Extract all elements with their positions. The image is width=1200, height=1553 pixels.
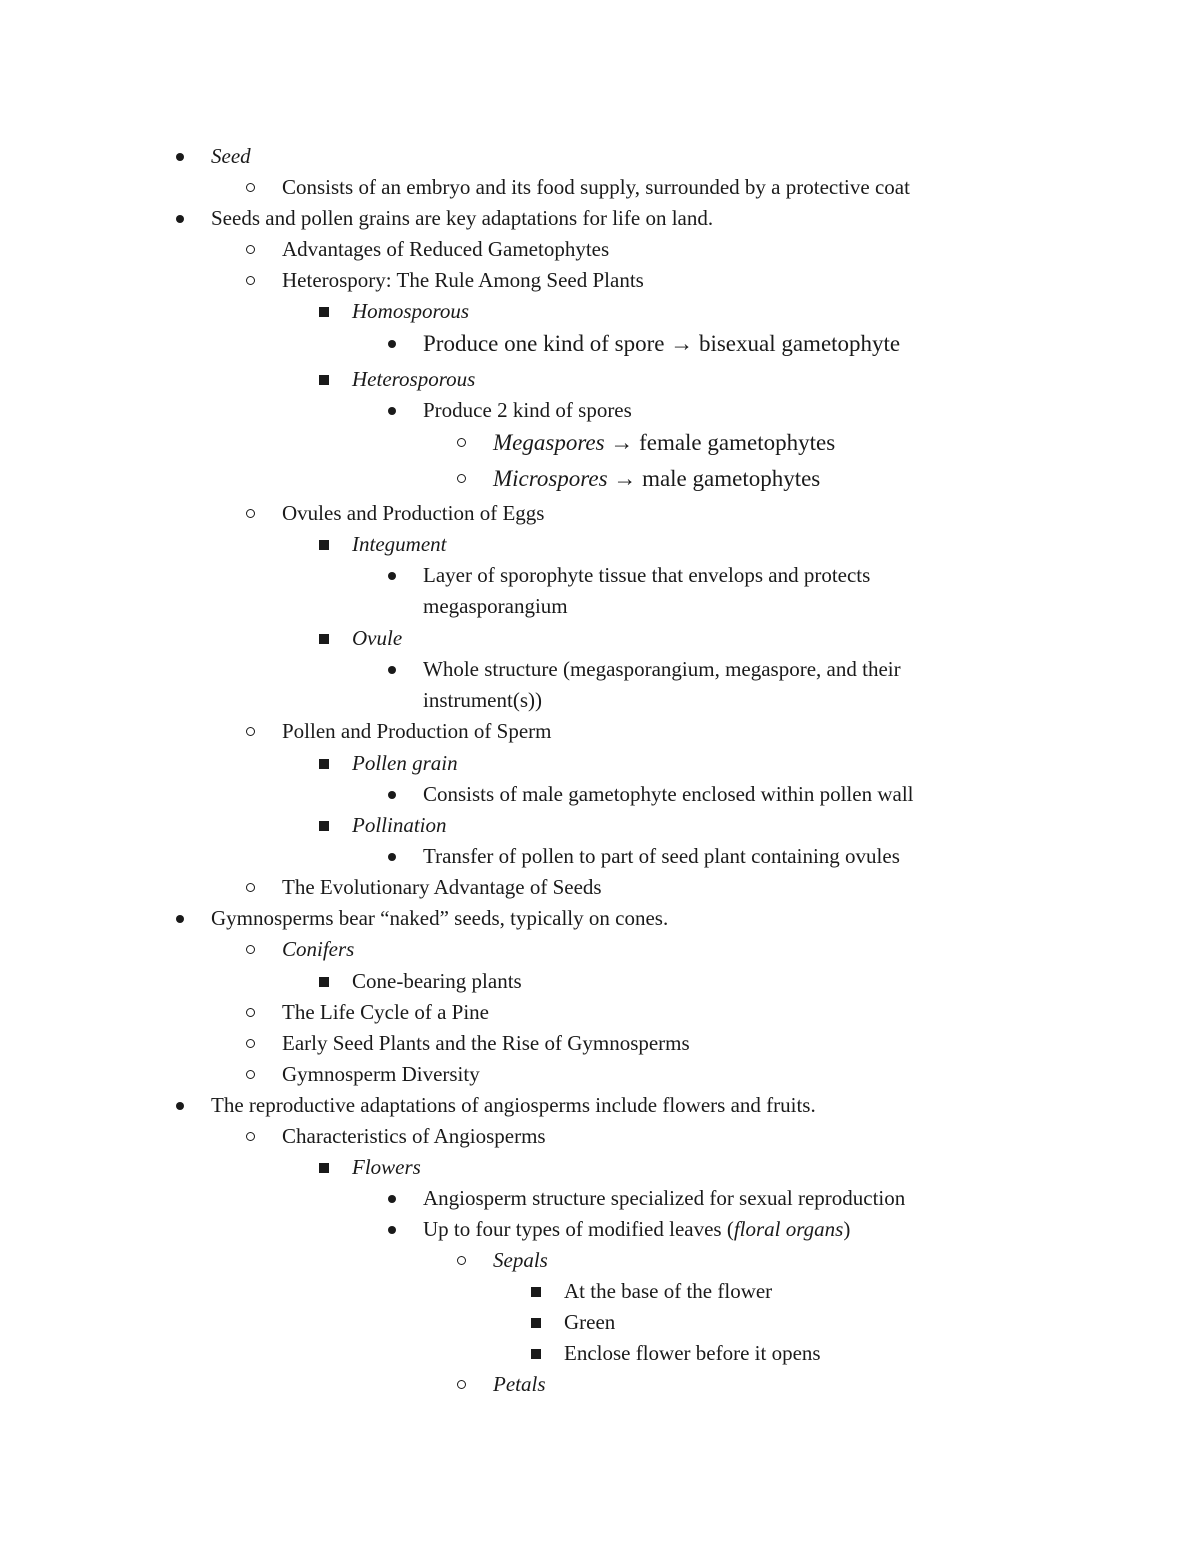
term-italic: Sepals <box>493 1248 548 1272</box>
circle-bullet-icon <box>246 1008 255 1017</box>
outline-item <box>0 997 1200 1028</box>
item-text <box>282 1028 690 1059</box>
outline-item <box>0 364 1200 395</box>
text: At the base of the flower <box>564 1279 773 1303</box>
item-text <box>564 1338 821 1369</box>
outline-item <box>0 427 1200 458</box>
dot-bullet-icon <box>176 215 184 223</box>
item-text <box>564 1307 615 1338</box>
square-bullet-icon <box>319 375 329 385</box>
item-text <box>282 872 602 903</box>
item-text <box>352 623 402 654</box>
outline-item <box>0 172 1200 203</box>
item-text <box>282 498 544 529</box>
item-text <box>352 529 446 560</box>
dot-bullet-icon <box>388 572 396 580</box>
outline-item <box>0 872 1200 903</box>
term-definition: → male gametophytes <box>607 466 821 491</box>
outline-item <box>0 1369 1200 1400</box>
term-italic: Microspores <box>493 466 608 491</box>
text: The reproductive adaptations of angiosperms include flowers and fruits. <box>211 1093 816 1117</box>
text: megasporangium <box>423 594 568 618</box>
term-italic: Heterosporous <box>352 367 476 391</box>
item-text <box>493 463 820 494</box>
text: Characteristics of Angiosperms <box>282 1124 546 1148</box>
text: Seeds and pollen grains are key adaptations for life on land. <box>211 206 714 230</box>
outline-item <box>0 1214 1200 1245</box>
item-text <box>282 997 489 1028</box>
circle-bullet-icon <box>457 1256 466 1265</box>
dot-bullet-icon <box>388 1195 396 1203</box>
outline-item <box>0 498 1200 529</box>
item-text <box>211 903 668 934</box>
outline-item <box>0 591 1200 622</box>
outline-item <box>0 328 1200 359</box>
item-text <box>493 427 835 458</box>
outline-item <box>0 934 1200 965</box>
circle-bullet-icon <box>246 1132 255 1141</box>
item-text <box>282 1121 546 1152</box>
text: Layer of sporophyte tissue that envelops and protects <box>423 563 871 587</box>
square-bullet-icon <box>531 1287 541 1297</box>
item-text <box>423 841 900 872</box>
outline-item <box>0 903 1200 934</box>
outline-item <box>0 529 1200 560</box>
circle-bullet-icon <box>246 883 255 892</box>
text-pre: Up to four types of modified leaves ( <box>423 1217 734 1241</box>
circle-bullet-icon <box>246 276 255 285</box>
outline-item <box>0 296 1200 327</box>
term-italic: Ovule <box>352 626 403 650</box>
square-bullet-icon <box>319 821 329 831</box>
square-bullet-icon <box>319 977 329 987</box>
dot-bullet-icon <box>176 153 184 161</box>
dot-bullet-icon <box>176 915 184 923</box>
dot-bullet-icon <box>388 666 396 674</box>
square-bullet-icon <box>319 759 329 769</box>
outline-item <box>0 841 1200 872</box>
dot-bullet-icon <box>388 340 396 348</box>
item-text <box>423 591 568 622</box>
outline-item <box>0 1183 1200 1214</box>
item-text <box>211 141 251 172</box>
text: Early Seed Plants and the Rise of Gymnosperms <box>282 1031 690 1055</box>
item-text <box>352 966 522 997</box>
term-italic: Integument <box>352 532 447 556</box>
item-text <box>423 1214 850 1245</box>
term-italic: Seed <box>211 144 251 168</box>
outline-item <box>0 1307 1200 1338</box>
item-text <box>493 1369 546 1400</box>
text: Heterospory: The Rule Among Seed Plants <box>282 268 644 292</box>
text: Pollen and Production of Sperm <box>282 719 552 743</box>
outline-item <box>0 395 1200 426</box>
item-text <box>423 395 632 426</box>
term-italic: Conifers <box>282 937 355 961</box>
circle-bullet-icon <box>246 1039 255 1048</box>
outline-item <box>0 966 1200 997</box>
outline-item <box>0 1276 1200 1307</box>
text: Advantages of Reduced Gametophytes <box>282 237 610 261</box>
outline-item <box>0 1152 1200 1183</box>
item-text <box>423 685 542 716</box>
outline-item <box>0 779 1200 810</box>
text: Enclose flower before it opens <box>564 1341 821 1365</box>
outline-item <box>0 203 1200 234</box>
outline-item <box>0 1338 1200 1369</box>
square-bullet-icon <box>531 1349 541 1359</box>
text: Consists of male gametophyte enclosed within pollen wall <box>423 782 914 806</box>
square-bullet-icon <box>531 1318 541 1328</box>
text: Green <box>564 1310 616 1334</box>
circle-bullet-icon <box>457 1380 466 1389</box>
square-bullet-icon <box>319 540 329 550</box>
square-bullet-icon <box>319 307 329 317</box>
term-italic: Pollen grain <box>352 751 458 775</box>
item-text <box>282 234 609 265</box>
circle-bullet-icon <box>246 727 255 736</box>
item-text <box>493 1245 548 1276</box>
item-text <box>423 328 900 359</box>
square-bullet-icon <box>319 634 329 644</box>
text: The Evolutionary Advantage of Seeds <box>282 875 602 899</box>
circle-bullet-icon <box>457 438 466 447</box>
term-italic: Pollination <box>352 813 447 837</box>
circle-bullet-icon <box>246 945 255 954</box>
outline-item <box>0 1090 1200 1121</box>
item-text <box>282 934 354 965</box>
term-italic: Flowers <box>352 1155 421 1179</box>
text-post: ) <box>843 1217 851 1241</box>
item-text <box>423 779 914 810</box>
dot-bullet-icon <box>388 853 396 861</box>
item-text <box>282 716 551 747</box>
item-text <box>352 364 475 395</box>
item-text <box>423 560 870 591</box>
text: Gymnosperm Diversity <box>282 1062 480 1086</box>
text: Transfer of pollen to part of seed plant containing ovules <box>423 844 900 868</box>
outline-item <box>0 654 1200 685</box>
dot-bullet-icon <box>388 791 396 799</box>
item-text <box>211 1090 816 1121</box>
item-text <box>352 296 469 327</box>
outline-item <box>0 1059 1200 1090</box>
circle-bullet-icon <box>246 1070 255 1079</box>
item-text <box>423 654 901 685</box>
outline-item <box>0 1245 1200 1276</box>
term-italic: Homosporous <box>352 299 470 323</box>
outline-item <box>0 141 1200 172</box>
circle-bullet-icon <box>246 509 255 518</box>
outline-item <box>0 1121 1200 1152</box>
outline-item <box>0 716 1200 747</box>
text: Whole structure (megasporangium, megaspore, and their <box>423 657 901 681</box>
square-bullet-icon <box>319 1163 329 1173</box>
text: Consists of an embryo and its food supply, surrounded by a protective coat <box>282 175 910 199</box>
text: Ovules and Production of Eggs <box>282 501 545 525</box>
outline-item <box>0 810 1200 841</box>
circle-bullet-icon <box>246 183 255 192</box>
item-text <box>423 1183 905 1214</box>
item-text <box>282 265 644 296</box>
item-text <box>352 748 458 779</box>
text: Angiosperm structure specialized for sexual reproduction <box>423 1186 906 1210</box>
text: Cone-bearing plants <box>352 969 522 993</box>
outline-item <box>0 463 1200 494</box>
dot-bullet-icon <box>176 1102 184 1110</box>
text: Produce one kind of spore → bisexual gametophyte <box>423 331 901 356</box>
dot-bullet-icon <box>388 407 396 415</box>
outline-item <box>0 623 1200 654</box>
text: Produce 2 kind of spores <box>423 398 632 422</box>
circle-bullet-icon <box>246 245 255 254</box>
item-text <box>211 203 713 234</box>
outline-item <box>0 748 1200 779</box>
item-text <box>282 1059 480 1090</box>
outline-item <box>0 265 1200 296</box>
term-italic: Megaspores <box>493 430 605 455</box>
text: The Life Cycle of a Pine <box>282 1000 490 1024</box>
text: instrument(s)) <box>423 688 542 712</box>
item-text <box>564 1276 772 1307</box>
outline-item <box>0 560 1200 591</box>
circle-bullet-icon <box>457 474 466 483</box>
item-text <box>282 172 910 203</box>
outline-item <box>0 1028 1200 1059</box>
term-italic: Petals <box>493 1372 546 1396</box>
text: Gymnosperms bear “naked” seeds, typically on cones. <box>211 906 669 930</box>
term-italic: floral organs <box>733 1217 844 1241</box>
outline-item <box>0 234 1200 265</box>
dot-bullet-icon <box>388 1226 396 1234</box>
item-text <box>352 810 447 841</box>
item-text <box>352 1152 421 1183</box>
term-definition: → female gametophytes <box>604 430 836 455</box>
outline-item <box>0 685 1200 716</box>
